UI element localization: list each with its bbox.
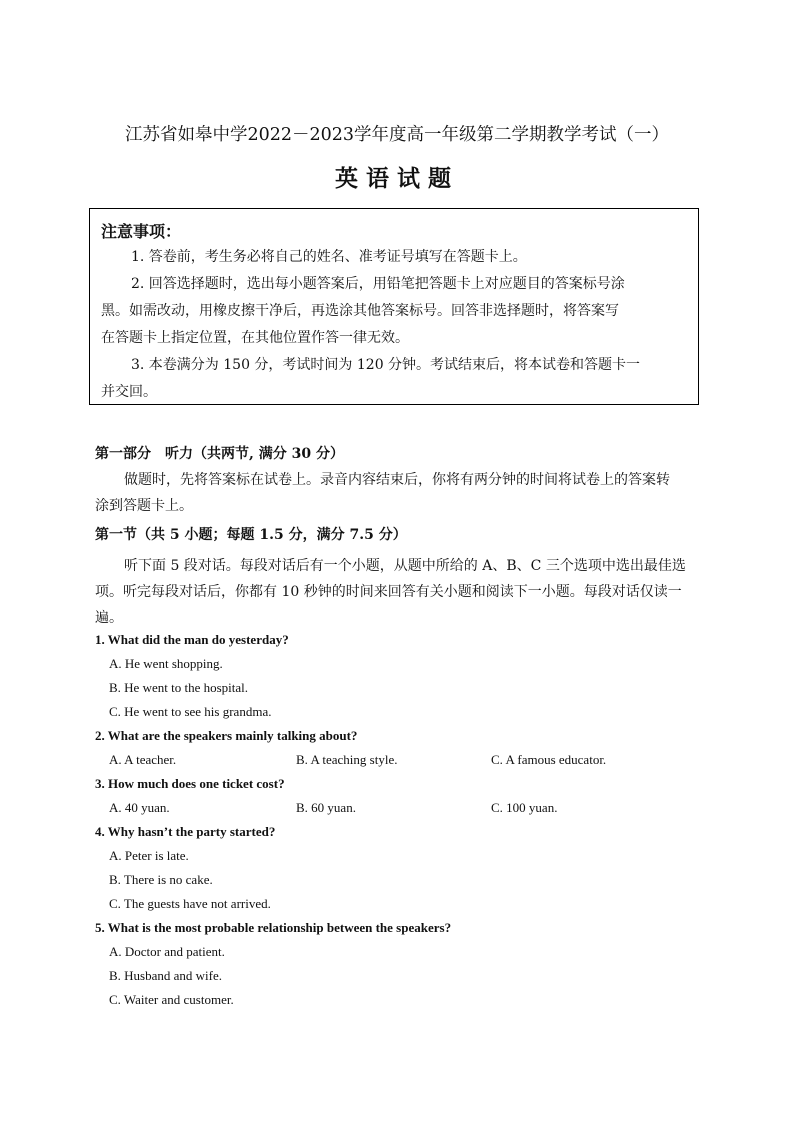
- question-2-option-b: B. A teaching style.: [296, 752, 398, 767]
- notice-line: 3. 本卷满分为 150 分，考试时间为 120 分钟。考试结束后，将本试卷和答题卡一: [131, 357, 641, 373]
- part1-instruction-line: 做题时，先将答案标在试卷上。录音内容结束后，你将有两分钟的时间将试卷上的答案转: [124, 472, 670, 488]
- exam-title: 江苏省如皋中学2022－2023学年度高一年级第二学期教学考试（一）: [124, 125, 670, 145]
- question-1-option-c: C. He went to see his grandma.: [109, 704, 272, 719]
- question-5-option-b: B. Husband and wife.: [109, 968, 223, 983]
- notice-line: 在答题卡上指定位置，在其他位置作答一律无效。: [101, 330, 409, 346]
- question-5: 5. What is the most probable relationship between the speakers?: [95, 920, 452, 935]
- question-3: 3. How much does one ticket cost?: [95, 776, 285, 791]
- notice-heading: 注意事项：: [101, 222, 182, 241]
- notice-line: 黑。如需改动，用橡皮擦干净后，再选涂其他答案标号。回答非选择题时，将答案写: [101, 303, 619, 319]
- question-5-option-a: A. Doctor and patient.: [109, 944, 225, 959]
- question-3-option-b: B. 60 yuan.: [296, 800, 356, 815]
- question-3-option-c: C. 100 yuan.: [491, 800, 558, 815]
- section1-heading: 第一节（共 5 小题；每题 1.5 分，满分 7.5 分）: [95, 527, 407, 543]
- notice-line: 1. 答卷前，考生务必将自己的姓名、准考证号填写在答题卡上。: [131, 249, 527, 265]
- question-4-option-a: A. Peter is late.: [109, 848, 189, 863]
- part1-instruction-line: 涂到答题卡上。: [95, 498, 193, 514]
- notice-line: 2. 回答选择题时，选出每小题答案后，用铅笔把答题卡上对应题目的答案标号涂: [131, 276, 625, 292]
- question-1-option-b: B. He went to the hospital.: [109, 680, 249, 695]
- part1-heading: 第一部分 听力（共两节, 满分 30 分）: [95, 446, 344, 462]
- question-1-option-a: A. He went shopping.: [109, 656, 223, 671]
- question-2: 2. What are the speakers mainly talking about?: [95, 728, 358, 743]
- section1-intro-line: 听下面 5 段对话。每段对话后有一个小题，从题中所给的 A、B、C 三个选项中选出最佳选: [124, 558, 686, 574]
- exam-subject: 英语试题: [335, 165, 459, 192]
- notice-line: 并交回。: [101, 384, 157, 400]
- question-3-option-a: A. 40 yuan.: [109, 800, 170, 815]
- question-2-option-a: A. A teacher.: [109, 752, 177, 767]
- question-1: 1. What did the man do yesterday?: [95, 632, 289, 647]
- section1-intro-line: 遍。: [95, 610, 123, 626]
- section1-intro-line: 项。听完每段对话后，你都有 10 秒钟的时间来回答有关小题和阅读下一小题。每段对话仅读一: [95, 584, 682, 600]
- question-5-option-c: C. Waiter and customer.: [109, 992, 234, 1007]
- question-2-option-c: C. A famous educator.: [491, 752, 607, 767]
- question-4-option-c: C. The guests have not arrived.: [109, 896, 271, 911]
- question-4: 4. Why hasn’t the party started?: [95, 824, 276, 839]
- question-4-option-b: B. There is no cake.: [109, 872, 213, 887]
